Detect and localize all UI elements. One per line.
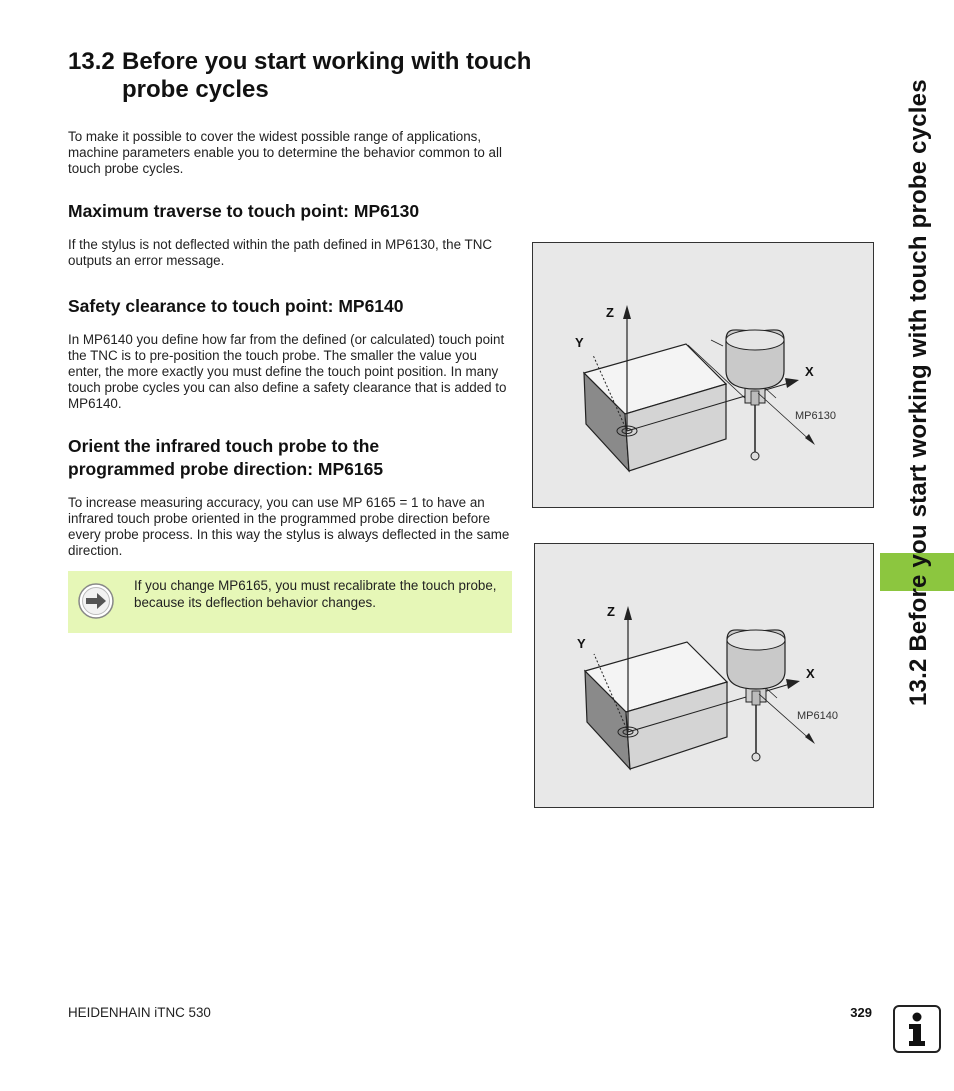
note-text: If you change MP6165, you must recalibrate the touch probe, because its deflection behavior changes. bbox=[134, 578, 497, 610]
figure-mp6140 bbox=[534, 543, 874, 808]
section-title: Before you start working with touch probe cycles bbox=[122, 48, 532, 103]
axis-y-label: Y bbox=[577, 636, 586, 651]
note-box bbox=[68, 571, 512, 633]
heading-mp6140: Safety clearance to touch point: MP6140 bbox=[68, 296, 404, 316]
axis-z-label: Z bbox=[607, 604, 615, 619]
paragraph-mp6140: In MP6140 you define how far from the defined (or calculated) touch point the TNC is to pre-position the touch probe. The smaller the value you enter, the more exactly you must define the touch point position. In many touch probe cycles you can also define a safety clearance that is added to MP6140. bbox=[68, 332, 507, 411]
dimension-label: MP6130 bbox=[795, 410, 836, 422]
axis-z-label: Z bbox=[606, 305, 614, 320]
axis-x-label: X bbox=[806, 666, 815, 681]
section-number: 13.2 bbox=[68, 48, 115, 75]
info-icon bbox=[893, 1005, 941, 1053]
axis-y-label: Y bbox=[575, 335, 584, 350]
paragraph-mp6165: To increase measuring accuracy, you can use MP 6165 = 1 to have an infrared touch probe oriented in the programmed probe direction before every probe process. In this way the stylus is always deflected in the same direction. bbox=[68, 495, 510, 558]
intro-paragraph: To make it possible to cover the widest possible range of applications, machine parameters enable you to determine the behavior common to all touch probe cycles. bbox=[68, 129, 502, 176]
page-number: 329 bbox=[850, 1005, 872, 1020]
paragraph-mp6130: If the stylus is not deflected within the path defined in MP6130, the TNC outputs an error message. bbox=[68, 237, 493, 268]
sidebar-title: 13.2 Before you start working with touch probe cycles bbox=[905, 79, 932, 706]
footer-product: HEIDENHAIN iTNC 530 bbox=[68, 1005, 211, 1020]
heading-mp6165: Orient the infrared touch probe to the programmed probe direction: MP6165 bbox=[68, 436, 384, 479]
arrow-right-icon bbox=[78, 583, 114, 619]
axis-x-label: X bbox=[805, 364, 814, 379]
heading-mp6130: Maximum traverse to touch point: MP6130 bbox=[68, 201, 420, 221]
figure-mp6130 bbox=[532, 242, 874, 508]
dimension-label: MP6140 bbox=[797, 710, 838, 722]
